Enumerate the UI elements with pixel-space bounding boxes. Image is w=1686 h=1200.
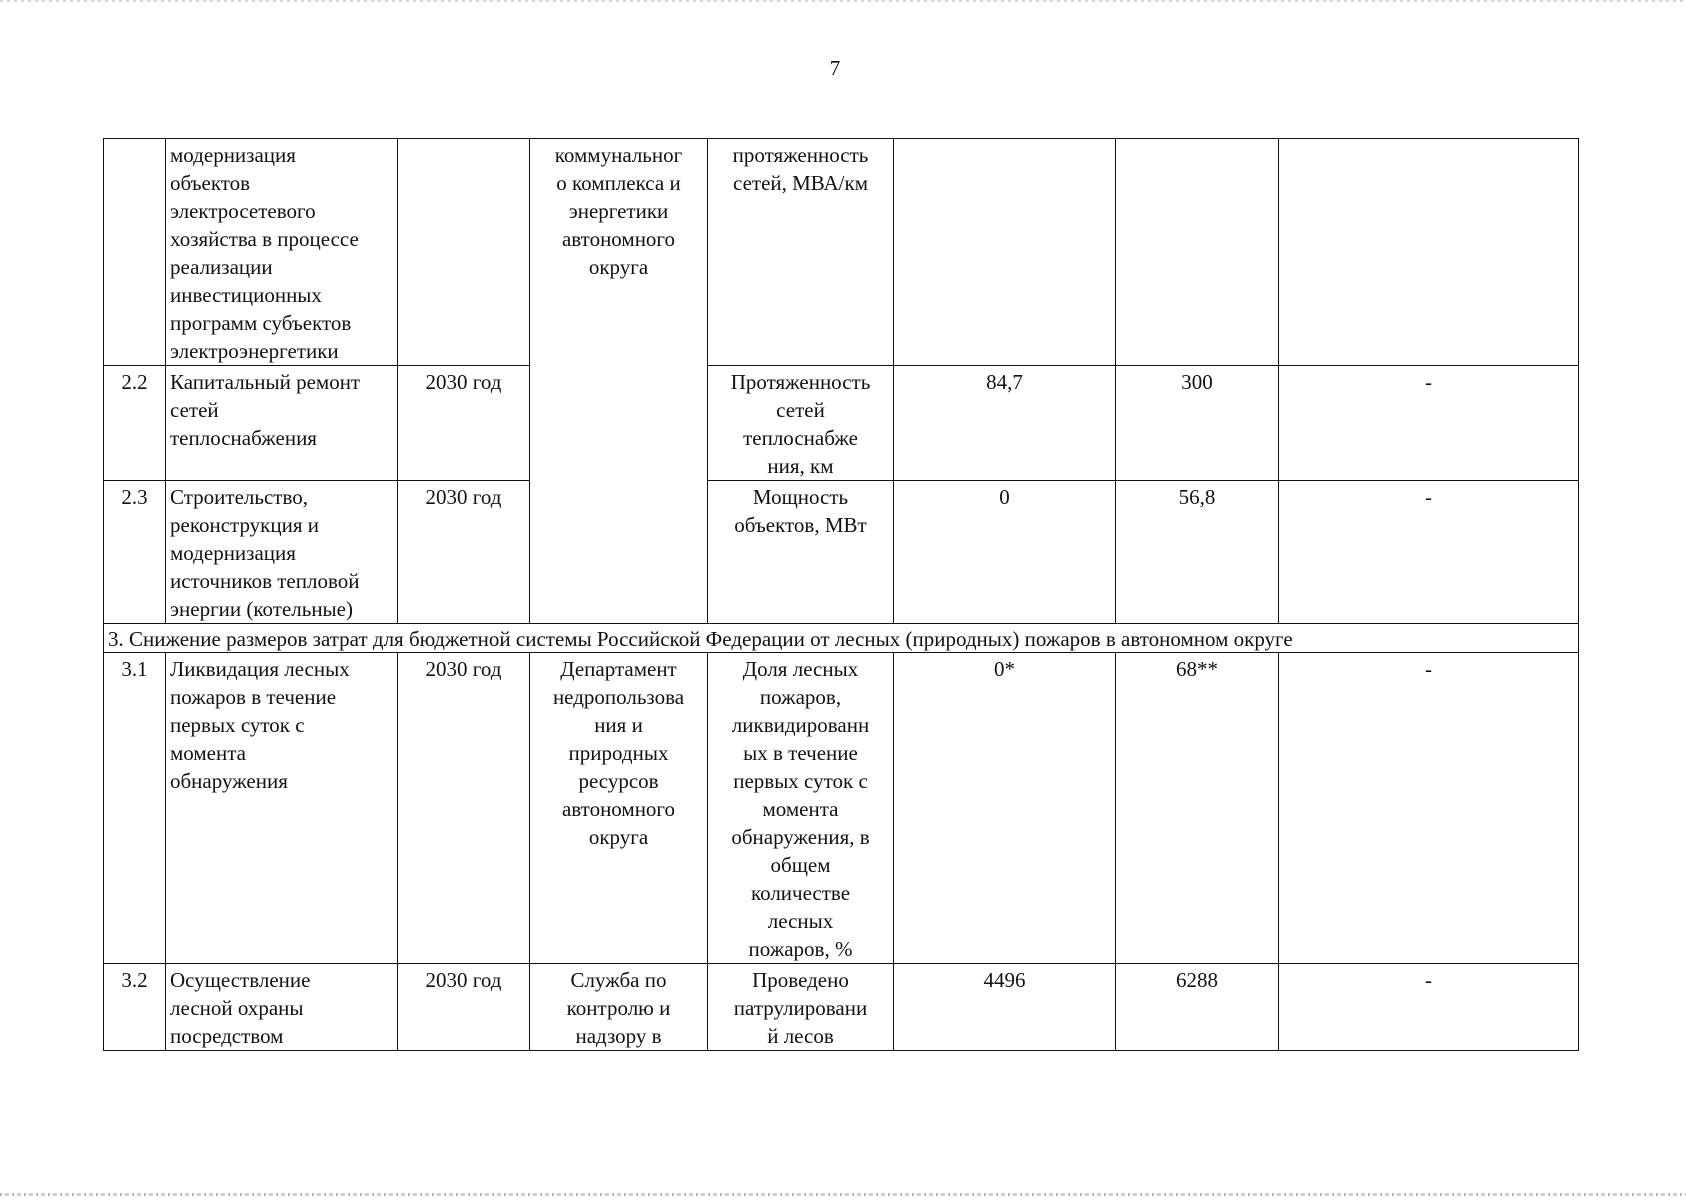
scan-edge-bottom — [0, 1193, 1686, 1196]
table-row — [104, 366, 1579, 481]
base-value: 0 — [894, 481, 1116, 624]
note: - — [1279, 653, 1579, 964]
activity-name: Капитальный ремонт сетей теплоснабжения — [166, 366, 398, 481]
base-value: 4496 — [894, 964, 1116, 1051]
indicator-name: Мощность объектов, МВт — [708, 481, 894, 624]
responsible-executor: Департамент недропользова ния и природных ресурсов автономного округа — [530, 653, 708, 964]
base-value: 0* — [894, 653, 1116, 964]
implementation-term: 2030 год — [398, 964, 530, 1051]
table-row — [104, 481, 1579, 624]
implementation-term: 2030 год — [398, 481, 530, 624]
target-value: 56,8 — [1116, 481, 1279, 624]
program-indicators-table — [103, 138, 1579, 1051]
row-number: 2.2 — [104, 366, 166, 481]
table-row — [104, 139, 1579, 366]
target-value — [1116, 139, 1279, 366]
implementation-term: 2030 год — [398, 653, 530, 964]
implementation-term — [398, 139, 530, 366]
note: - — [1279, 366, 1579, 481]
indicator-name: Протяженность сетей теплоснабже ния, км — [708, 366, 894, 481]
table-row — [104, 653, 1579, 964]
note: - — [1279, 481, 1579, 624]
indicator-name: Проведено патрулировани й лесов — [708, 964, 894, 1051]
note: - — [1279, 964, 1579, 1051]
activity-name: Ликвидация лесных пожаров в течение первых суток с момента обнаружения — [166, 653, 398, 964]
activity-name: Строительство, реконструкция и модернизация источников тепловой энергии (котельные) — [166, 481, 398, 624]
row-number: 3.1 — [104, 653, 166, 964]
table-row — [104, 964, 1579, 1051]
activity-name: модернизация объектов электросетевого хозяйства в процессе реализации инвестиционных программ субъектов электроэнергетики — [166, 139, 398, 366]
base-value: 84,7 — [894, 366, 1116, 481]
indicator-name: протяженность сетей, МВА/км — [708, 139, 894, 366]
row-number — [104, 139, 166, 366]
section-heading: 3. Снижение размеров затрат для бюджетной системы Российской Федерации от лесных (природных) пожаров в автономном округе — [104, 624, 1579, 653]
note — [1279, 139, 1579, 366]
page-number: 7 — [829, 56, 841, 80]
implementation-term: 2030 год — [398, 366, 530, 481]
target-value: 6288 — [1116, 964, 1279, 1051]
target-value: 68** — [1116, 653, 1279, 964]
responsible-executor: Служба по контролю и надзору в — [530, 964, 708, 1051]
row-number: 3.2 — [104, 964, 166, 1051]
section-heading-row — [104, 624, 1579, 653]
responsible-executor: коммунальног о комплекса и энергетики автономного округа — [530, 139, 708, 624]
activity-name: Осуществление лесной охраны посредством — [166, 964, 398, 1051]
indicator-name: Доля лесных пожаров, ликвидированн ых в течение первых суток с момента обнаружения, в общем количестве лесных пожаров, % — [708, 653, 894, 964]
scan-edge-top — [0, 0, 1686, 2]
target-value: 300 — [1116, 366, 1279, 481]
base-value — [894, 139, 1116, 366]
row-number: 2.3 — [104, 481, 166, 624]
